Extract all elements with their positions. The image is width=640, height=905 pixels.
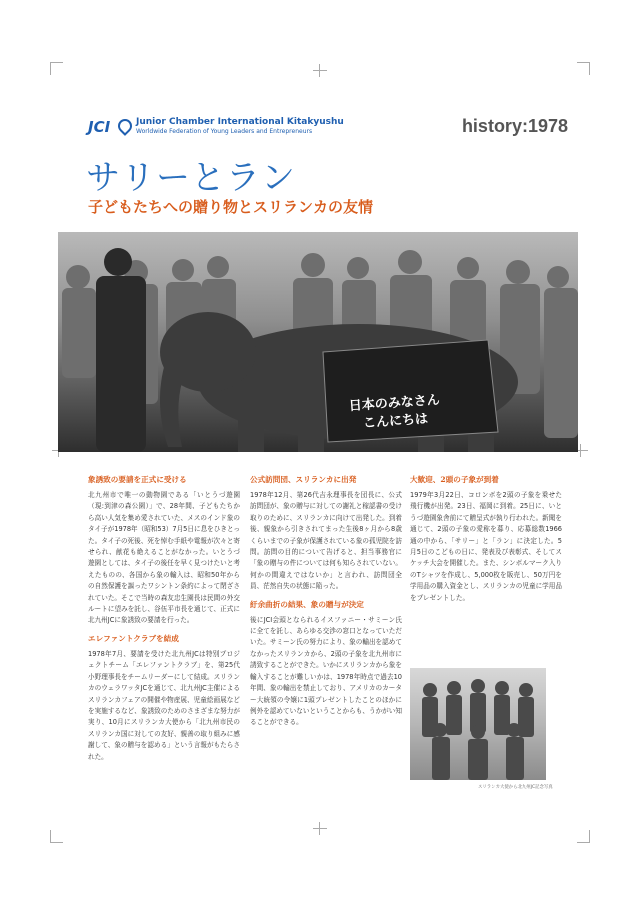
elephant-ceremony-photo: [58, 232, 578, 452]
page-header: [88, 116, 568, 138]
section-heading: エレファントクラブを結成: [88, 633, 179, 643]
crop-mark: [577, 62, 590, 75]
organization-tagline: Worldwide Federation of Young Leaders and Entrepreneurs: [136, 128, 313, 135]
paragraph: 1979年3月22日、コロンボを2頭の子象を乗せた飛行機が出発。23日、福岡に到着。25日に、いとうづ遊園象舎前にて贈呈式が執り行われた。新聞を通じて、2頭の子象の愛称を募り、応募総数1966通の中から、「サリー」と「ラン」に決定した。5月5日のこどもの日に、発表及び表彰式、そしてスケッチ大会を開催した。また、シンボルマーク入りのTシャツを作成し、5,000枚を販売し、50万円を学用品の購入資金とし、スリランカの児童に学用品をプレゼントした。: [410, 491, 562, 602]
registration-mark: [313, 70, 327, 71]
paragraph: 北九州市で唯一の動物園である「いとうづ遊園（現:到津の森公園）」で、28年間、子どもたちから高い人気を集め愛されていた、メスのインド象のタイ子が1978年（昭和53）7月5日に息をひきとった。タイ子の死後、死を悼む手紙や電報が次々と寄せられ、献花も絶えることがなかった。いとうづ遊園としては、タイ子の後任を早く見つけたいと考えたものの、各国から象の輸入は、昭和50年からの自然保護を謳ったワシントン条約によって閉ざされていた。そこで当時の森友忠生園長は民間の外交ルートに望みを託し、谷伍平市長を通じて、正式に北九州JCに象誘致の要請を行った。: [88, 491, 240, 625]
organization-name: Junior Chamber International Kitakyushu: [136, 117, 344, 127]
paragraph: 1978年7月、要請を受けた北九州JCは特別プロジェクトチーム「エレファントクラブ」を、第25代小野理事長をチームリーダーにして結成。スリランカのウェラワッタJCを通じて、北九州JC主催によるスリランカフェアの開催や物産展、児童絵画展などを実施するなど、象誘致のためのさまざまな努力が実り、10月にスリランカ大使から「北九州市民のスリランカ国に対しての友好、親善の取り組みに感謝して、象の贈与を認める」という言報がもたらされた。: [88, 649, 240, 761]
section-heading: 象誘致の要請を正式に受ける: [88, 475, 187, 484]
banner-line: こんにちは: [362, 411, 429, 432]
page-title: サリーとラン: [86, 158, 296, 198]
crop-mark: [577, 830, 590, 843]
paragraph: 後にJCI会頭となられるイスファニー・サミーン氏に全てを託し、あらゆる交渉の窓口となっていただいた。サミーン氏の努力により、象の輸出を認めてなかったスリランカから、2頭の子象を北九州市に誘致することができた。いかにスリランカから象を輸入することが難しいかは、1978年時点で過去10年間、象の輸出を禁止しており、アメリカのカーター大統領の令嬢に1頭プレゼントしたことのほかに例外を認めていないということからも、うかがい知ることができる。: [250, 615, 402, 727]
registration-mark: [313, 828, 327, 829]
section-heading: 紆余曲折の結果、象の贈与が決定: [250, 599, 364, 609]
crop-mark: [50, 62, 63, 75]
section-heading: 大歓迎、2頭の子象が到着: [410, 475, 499, 484]
page-subtitle: 子どもたちへの贈り物とスリランカの友情: [88, 198, 374, 216]
jci-logo: JCI: [88, 118, 111, 136]
crop-mark: [50, 830, 63, 843]
paragraph: 1978年12月、第26代吉永理事長を団長に、公式訪問団が、象の贈与に対しての謝礼と稼認書の受け取りのために、スリランカに向けて出発した。到着後、親象から引きされてまった生後8ヶ月から8歳くらいまでの子象が保護されている象の孤児院を訪問。訪問の目的について告げると、担当事務官に「象の贈与の件については何も知らされていない。何かの間違えではないか」と言われ、訪問団全員、茫然自失の状態に陥った。: [250, 491, 402, 591]
article-column-2: [250, 470, 402, 735]
article-column-1: [88, 470, 240, 769]
photo-caption: スリランカ大使から北九州JC記念写真: [478, 785, 553, 790]
banner-line: 日本のみなさん: [348, 392, 441, 415]
history-label: history:1978: [461, 116, 568, 136]
group-photo: [410, 668, 546, 780]
article-column-3: [410, 470, 562, 610]
location-pin-icon: [115, 116, 135, 136]
section-heading: 公式訪問団、スリランカに出発: [250, 475, 357, 484]
